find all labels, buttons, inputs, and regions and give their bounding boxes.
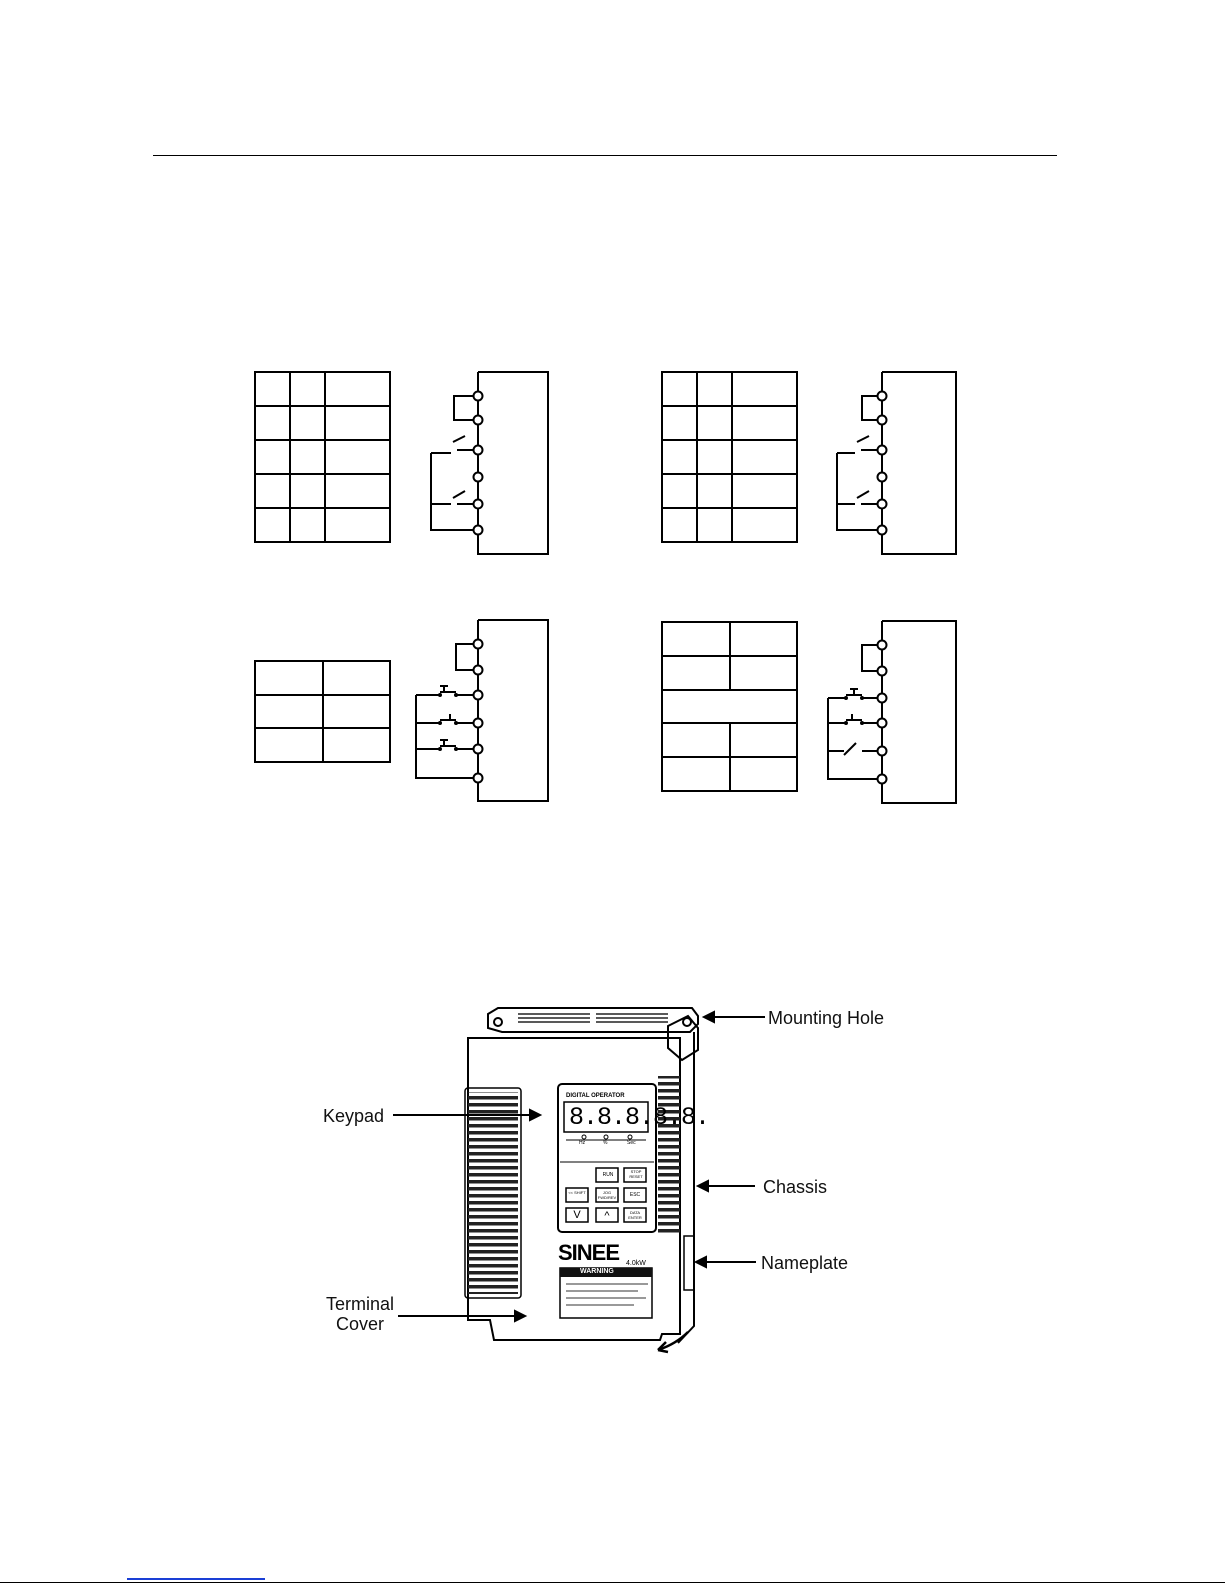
label-chassis: Chassis <box>763 1177 828 1197</box>
label-keypad: Keypad <box>323 1106 385 1126</box>
key-run: RUN <box>602 1172 614 1178</box>
warning-title: WARNING <box>580 1268 614 1275</box>
label-nameplate: Nameplate <box>761 1253 849 1273</box>
footer-rule <box>0 1582 1225 1583</box>
key-shift: << SHIFT <box>568 1190 586 1195</box>
key-esc: ESC <box>629 1192 641 1198</box>
unit-led-percent: % <box>603 1140 608 1146</box>
unit-led-hz: Hz <box>579 1140 586 1146</box>
label-terminal-cover: Terminal Cover <box>325 1294 395 1334</box>
key-data-enter: DATA ENTER <box>628 1210 642 1220</box>
unit-led-sec: Sec <box>627 1140 636 1146</box>
key-up: ^ <box>604 1210 610 1222</box>
keypad-title: DIGITAL OPERATOR <box>566 1093 625 1099</box>
seven-segment-display: 8.8.8.8.8. <box>569 1103 710 1132</box>
label-mounting-hole: Mounting Hole <box>768 1008 885 1028</box>
brand-logo: SINEE <box>558 1240 620 1265</box>
power-rating: 4.0kW <box>626 1260 646 1267</box>
key-stop-reset: STOP RESET <box>629 1169 643 1179</box>
key-jog: JOG FWD/REV <box>597 1190 617 1200</box>
footer-link-underline <box>127 1578 265 1580</box>
key-down: V <box>573 1209 581 1221</box>
